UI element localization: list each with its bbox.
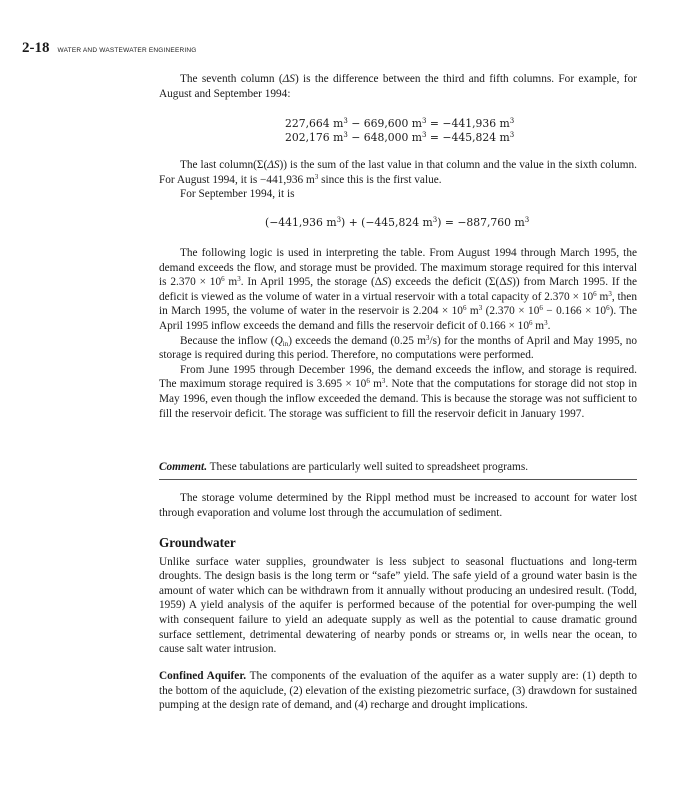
comment-divider (159, 479, 637, 480)
heading-confined-aquifer: Confined Aquifer. (159, 670, 247, 682)
paragraph-for-september: For September 1994, it is (180, 188, 295, 201)
paragraph-because-inflow: Because the inflow $(Q_{in})$ exceeds the demand (0.25 $m^3/s$) for the months of April and May 1995, no storage is required during this period. Therefore, no computations were performed. (159, 333, 637, 362)
equation-line-2: 202,176 $m^3 - 648,000$ $m^3 = -445,824$ $m^3$ (285, 131, 515, 144)
paragraph-confined-aquifer: Confined Aquifer. The components of the evaluation of the aquifer as a water supply are: (1) depth to the bottom of the aquiclude, (2) elevation of the existing piezometric surface, (3) drawdown for sustained pumping at the design rate of demand, and (4) recharge and drought implications. (159, 670, 637, 712)
section-groundwater (159, 536, 637, 657)
heading-groundwater: Groundwater (159, 535, 236, 550)
paragraph-groundwater: Unlike surface water supplies, groundwater is less subject to seasonal fluctuations and long-term droughts. The design basis is the long term or “safe” yield. The safe yield of a ground water basin is the amount of water which can be withdrawn from it annually without producing an undesired result. (Todd, 1959) A yield analysis of the aquifer is performed because of the potential for over-pumping the well with consequent failure to yield an adequate supply as well as the potential to cause dramatic ground surface settlement, detrimental dewatering of nearby ponds or streams or, in wells near the ocean, to cause salt water intrusion. (159, 555, 637, 656)
equation-september: (−441,936 $m^3) + (-445,824$ $m^3) = -887,760$ $m^3$ (265, 216, 530, 229)
equation-line-1: 227,664 $m^3 - 669,600$ $m^3 = -441,936$ $m^3$ (285, 117, 515, 130)
paragraph-storage-volume: The storage volume determined by the Rippl method must be increased to account for water lost through evaporation and volume lost through the accumulation of sediment. (159, 492, 637, 519)
paragraph-last-column: The last column(Σ(ΔS)) is the sum of the last value in that column and the value in the sixth column. For August 1994, it is −441,936 $m^3$ since this is the first value. For September 1994, it is (159, 159, 637, 201)
paragraph-june-1995: From June 1995 through December 1996, the demand exceeds the inflow, and storage is required. The maximum storage required is $3.695 \times 10^6$ $m^3$. Note that the computations for storage did not stop in May 1996, even though the inflow exceeded the demand. This is because the storage was not sufficient to fill the reservoir deficit. The storage was sufficient to fill the reservoir deficit in January 1997. (159, 363, 638, 420)
comment-label: Comment. (159, 461, 208, 473)
page-header (22, 40, 197, 57)
page-number: 2-18 (22, 40, 50, 56)
equation-aug-sep (285, 117, 514, 145)
paragraph-seventh-column: The seventh column (ΔS) is the difference between the third and fifth columns. For example, for August and September 1994: (159, 73, 637, 100)
running-head: WATER AND WASTEWATER ENGINEERING (57, 47, 197, 54)
comment-line: Comment. These tabulations are particularly well suited to spreadsheet programs. (159, 461, 529, 473)
paragraph-logic: The following logic is used in interpreting the table. From August 1994 through March 1995, the demand exceeds the flow, and storage must be provided. The maximum storage required for this interval is $2.370 \times 10^6$ $m^3$. In April 1995, the storage (ΔS) exceeds the deficit (Σ(ΔS)) from March 1995. If the deficit is viewed as the volume of water in a virtual reservoir with a total capacity of $2.370 \times 10^6$ $m^3$, then in March 1995, the volume of water in the reservoir is $2.204 \times 10^6$ $m^3$ $(2.370 \times 10^6 - 0.166 \times 10^6)$. The April 1995 inflow exceeds the demand and fills the reservoir deficit of $0.166 \times 10^6$ $m^3$. Because the inflow $(Q_{in})$ exceeds the demand (0.25 $m^3/s$) for the months of April and May 1995, no storage is required during this period. Therefore, no computations were performed. From June 1995 through December 1996, the demand exceeds the inflow, and storage is required. The maximum storage required is $3.695 \times 10^6$ $m^3$. Note that the computations for storage did not stop in May 1996, even though the inflow exceeded the demand. This is because the storage was not sufficient to fill the reservoir deficit. The storage was sufficient to fill the reservoir deficit in January 1997. (159, 247, 638, 420)
